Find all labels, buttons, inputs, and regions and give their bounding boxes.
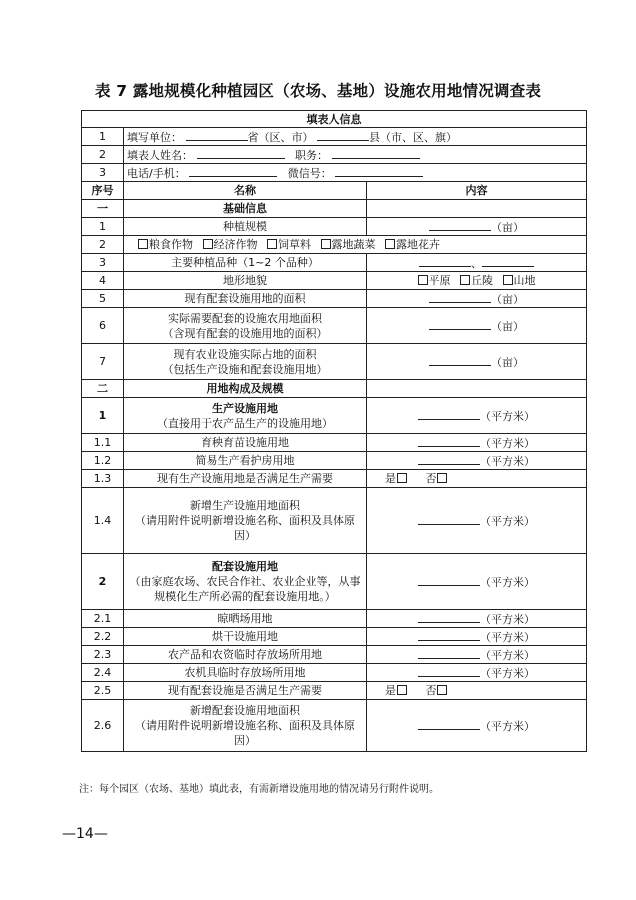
option-label: 饲草料 [278, 238, 311, 251]
row-seq: 2.6 [82, 700, 124, 752]
section-seq: 一 [82, 200, 124, 218]
filler-name-blank[interactable] [197, 147, 285, 159]
row-name [124, 398, 367, 434]
yes-no-options [367, 470, 587, 488]
yes-no-options [367, 682, 587, 700]
area-input[interactable] [367, 554, 587, 610]
area-input[interactable] [367, 646, 587, 664]
unit-label: （平方米） [480, 612, 536, 626]
area-input[interactable] [367, 308, 587, 344]
row-name-line2: （请用附件说明新增设施名称、面积及具体原因） [135, 514, 355, 542]
area-input[interactable] [367, 700, 587, 752]
info-seq: 1 [82, 128, 124, 146]
phone-blank[interactable] [189, 165, 277, 177]
row-seq: 1.2 [82, 452, 124, 470]
row-seq: 2.3 [82, 646, 124, 664]
row-name-line1: 新增配套设施用地面积 [190, 704, 300, 717]
section-empty-cell [367, 200, 587, 218]
info-header-row [82, 111, 587, 128]
row-name: 简易生产看护房用地 [124, 452, 367, 470]
row-seq: 1.4 [82, 488, 124, 554]
section-row-land [82, 380, 587, 398]
area-input[interactable] [367, 452, 587, 470]
option-label: 经济作物 [213, 238, 258, 251]
col-header-name: 名称 [124, 182, 367, 200]
checkbox[interactable] [203, 239, 213, 249]
column-header-row [82, 182, 587, 200]
row-seq: 3 [82, 254, 124, 272]
info-row-name [82, 146, 587, 164]
phone-field[interactable] [124, 164, 587, 182]
area-input[interactable] [367, 664, 587, 682]
area-input[interactable] [367, 628, 587, 646]
row-name: 现有配套设施是否满足生产需要 [124, 682, 367, 700]
row-name-line1: 配套设施用地 [212, 560, 278, 573]
unit-label: （亩） [491, 292, 525, 306]
area-input[interactable] [367, 290, 587, 308]
row-seq: 2 [82, 236, 124, 254]
row-seq: 2.5 [82, 682, 124, 700]
section-title: 用地构成及规模 [124, 380, 367, 398]
option-label: 露地蔬菜 [331, 238, 376, 251]
filler-name-field[interactable] [124, 146, 587, 164]
table-row [82, 398, 587, 434]
row-name-line1: 新增生产设施用地面积 [190, 499, 300, 512]
unit-label: （平方米） [480, 630, 536, 644]
option-label: 露地花卉 [396, 238, 440, 251]
no-checkbox[interactable] [437, 473, 447, 483]
checkbox[interactable] [267, 239, 277, 249]
table-row [82, 272, 587, 290]
no-checkbox[interactable] [437, 685, 447, 695]
province-label: 省（区、市） [247, 130, 314, 144]
row-name-line1: 生产设施用地 [212, 401, 278, 415]
table-row [82, 290, 587, 308]
yes-label: 是 [385, 684, 396, 697]
table-row [82, 434, 587, 452]
row-seq: 1.3 [82, 470, 124, 488]
row-seq: 5 [82, 290, 124, 308]
fill-unit-field[interactable] [124, 128, 587, 146]
wechat-blank[interactable] [335, 165, 423, 177]
area-input[interactable] [367, 610, 587, 628]
table-row [82, 344, 587, 380]
row-seq: 2 [82, 554, 124, 610]
table-row [82, 218, 587, 236]
option-label: 平原 [428, 274, 451, 287]
county-label: 县（市、区、旗） [369, 130, 457, 144]
row-seq: 2.2 [82, 628, 124, 646]
checkbox[interactable] [385, 239, 395, 249]
phone-label: 电话/手机： [127, 166, 186, 180]
option-label: 丘陵 [471, 274, 494, 287]
row-name [124, 554, 367, 610]
section-seq: 二 [82, 380, 124, 398]
area-input[interactable] [367, 344, 587, 380]
table-row [82, 254, 587, 272]
table-row [82, 682, 587, 700]
row-name-line2: （直接用于农产品生产的设施用地） [157, 416, 333, 430]
info-seq: 2 [82, 146, 124, 164]
unit-label: （平方米） [480, 454, 536, 468]
row-name [124, 700, 367, 752]
position-label: 职务： [295, 148, 328, 162]
table-row [82, 488, 587, 554]
option-label: 粮食作物 [149, 238, 193, 251]
col-header-seq: 序号 [82, 182, 124, 200]
row-seq: 7 [82, 344, 124, 380]
table-row [82, 470, 587, 488]
unit-label: （平方米） [480, 648, 536, 662]
survey-table [81, 110, 587, 752]
row-seq: 4 [82, 272, 124, 290]
province-blank[interactable] [186, 129, 248, 141]
unit-label: （亩） [491, 355, 525, 369]
row-name-line2: （由家庭农场、农民合作社、农业企业等，从事规模化生产所必需的配套设施用地。） [129, 575, 361, 603]
row-seq: 2.1 [82, 610, 124, 628]
yes-checkbox[interactable] [397, 473, 407, 483]
table-row [82, 308, 587, 344]
row-name: 晾晒场用地 [124, 610, 367, 628]
wechat-label: 微信号： [287, 166, 332, 180]
row-name: 种植规模 [124, 218, 367, 236]
no-label: 否 [425, 472, 437, 485]
page-number: —14— [62, 826, 108, 842]
unit-label: （平方米） [480, 409, 536, 423]
area-input[interactable] [367, 434, 587, 452]
unit-label: （平方米） [480, 514, 536, 528]
table-row [82, 236, 587, 254]
no-label: 否 [425, 684, 437, 697]
fill-unit-label: 填写单位： [127, 130, 182, 144]
col-header-content: 内容 [367, 182, 587, 200]
info-header: 填表人信息 [82, 111, 587, 128]
option-label: 山地 [513, 274, 536, 287]
row-name: 现有生产设施用地是否满足生产需要 [124, 470, 367, 488]
table-row [82, 610, 587, 628]
row-seq: 1 [82, 398, 124, 434]
yes-label: 是 [385, 472, 396, 485]
checkbox[interactable] [503, 275, 513, 285]
row-name: 现有配套设施用地的面积 [124, 290, 367, 308]
row-name: 主要种植品种（1~2 个品种） [124, 254, 367, 272]
unit-label: （亩） [491, 220, 525, 234]
row-name-line2: （包括生产设施和配套设施用地） [162, 362, 328, 376]
checkbox[interactable] [418, 275, 428, 285]
row-name: 农产品和农资临时存放场所用地 [124, 646, 367, 664]
area-input[interactable] [367, 218, 587, 236]
filler-name-label: 填表人姓名： [127, 148, 193, 162]
row-seq: 1.1 [82, 434, 124, 452]
table-row [82, 554, 587, 610]
row-seq: 6 [82, 308, 124, 344]
checkbox[interactable] [138, 239, 148, 249]
unit-label: （平方米） [480, 575, 536, 589]
info-row-unit [82, 128, 587, 146]
row-name [124, 488, 367, 554]
variety-input[interactable] [367, 254, 587, 272]
unit-label: （亩） [491, 319, 525, 333]
row-name-line1: 实际需要配套的设施农用地面积 [168, 311, 322, 325]
county-blank[interactable] [317, 129, 369, 141]
row-seq: 1 [82, 218, 124, 236]
unit-label: （平方米） [480, 719, 536, 733]
crop-type-options [124, 236, 587, 254]
row-name: 地形地貌 [124, 272, 367, 290]
terrain-options [367, 272, 587, 290]
position-blank[interactable] [332, 147, 420, 159]
table-row [82, 452, 587, 470]
area-input[interactable] [367, 398, 587, 434]
yes-checkbox[interactable] [397, 685, 407, 695]
row-name [124, 344, 367, 380]
info-row-phone [82, 164, 587, 182]
section-title: 基础信息 [124, 200, 367, 218]
footnote: 注：每个园区（农场、基地）填此表，有需新增设施用地的情况请另行附件说明。 [79, 784, 439, 795]
row-seq: 2.4 [82, 664, 124, 682]
table-row [82, 700, 587, 752]
document-title: 表 7 露地规模化种植园区（农场、基地）设施农用地情况调查表 [94, 82, 542, 100]
checkbox[interactable] [460, 275, 470, 285]
separator: 、 [471, 256, 483, 270]
area-input[interactable] [367, 488, 587, 554]
row-name: 烘干设施用地 [124, 628, 367, 646]
table-row [82, 646, 587, 664]
row-name-line2: （请用附件说明新增设施名称、面积及具体原因） [135, 719, 355, 747]
row-name [124, 308, 367, 344]
row-name: 育秧育苗设施用地 [124, 434, 367, 452]
row-name-line1: 现有农业设施实际占地的面积 [173, 347, 317, 361]
unit-label: （平方米） [480, 666, 536, 680]
row-name: 农机具临时存放场所用地 [124, 664, 367, 682]
info-seq: 3 [82, 164, 124, 182]
section-row-basic [82, 200, 587, 218]
section-empty-cell [367, 380, 587, 398]
table-row [82, 628, 587, 646]
checkbox[interactable] [321, 239, 331, 249]
unit-label: （平方米） [480, 436, 536, 450]
row-name-line2: （含现有配套的设施用地的面积） [162, 326, 328, 340]
table-row [82, 664, 587, 682]
